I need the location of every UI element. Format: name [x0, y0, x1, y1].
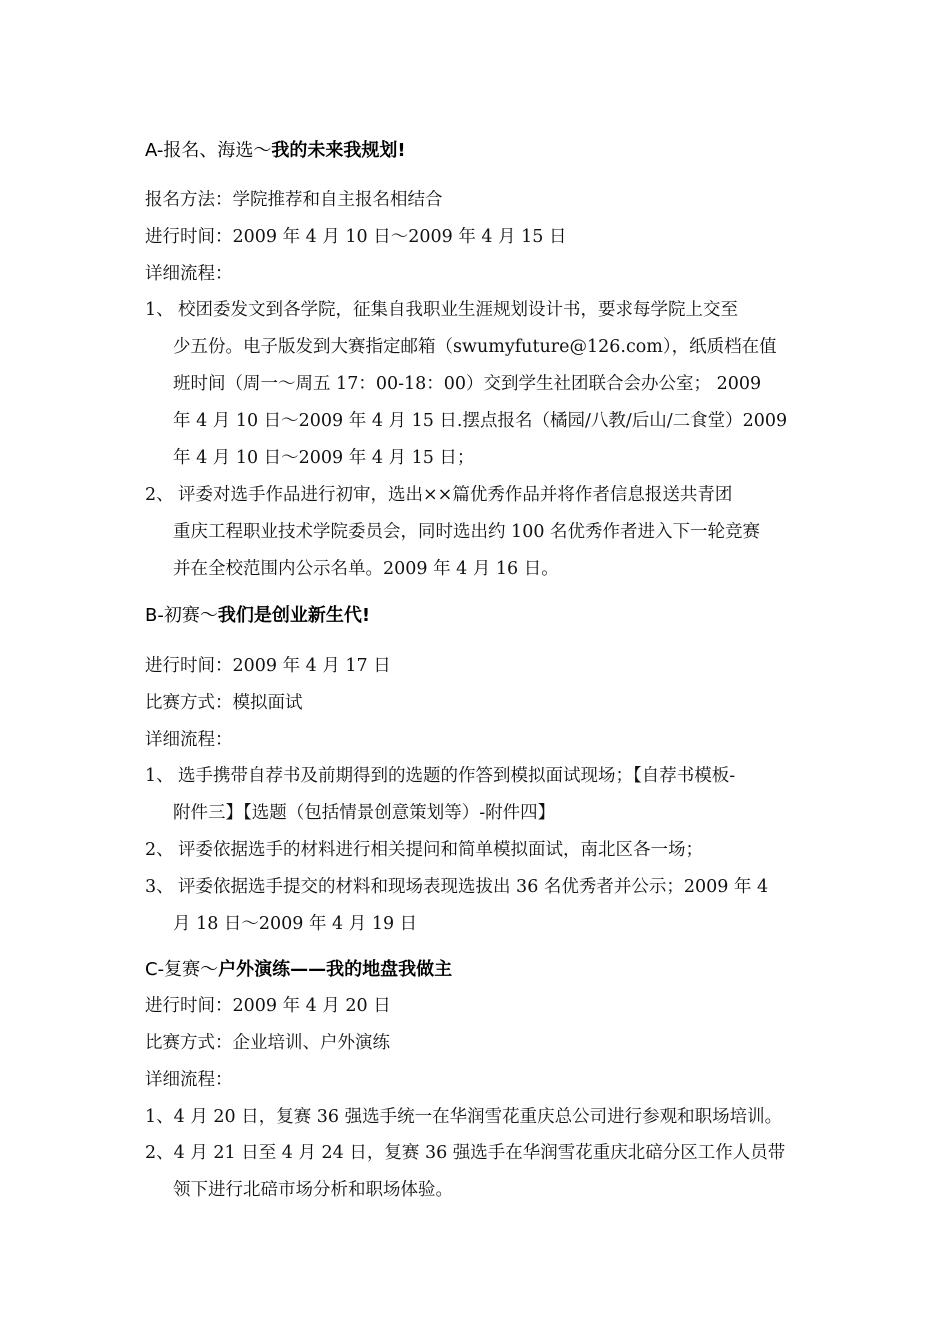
section-c-heading-plain: C-复赛～: [145, 959, 219, 980]
section-b-item2-number: 2、: [145, 840, 174, 860]
section-a-item1-line4: 年 4 月 10 日～2009 年 4 月 15 日.摆点报名（橘园/八教/后山/二食堂）2009: [173, 411, 788, 431]
section-a-time: 进行时间：2009 年 4 月 10 日～2009 年 4 月 15 日: [145, 227, 567, 247]
section-a-item1-line1: 校团委发文到各学院，征集自我职业生涯规划设计书，要求每学院上交至: [178, 300, 738, 320]
section-a-process-label: 详细流程：: [145, 264, 233, 284]
section-a-item1-line5: 年 4 月 10 日～2009 年 4 月 15 日；: [173, 448, 475, 468]
section-a-item1-line3: 班时间（周一～周五 17：00-18：00）交到学生社团联合会办公室； 2009: [173, 374, 762, 394]
section-c-time: 进行时间：2009 年 4 月 20 日: [145, 996, 391, 1016]
section-b-item1-line1: 选手携带自荐书及前期得到的选题的作答到模拟面试现场；【自荐书模板-: [178, 766, 736, 786]
section-b-item1-number: 1、: [145, 766, 174, 786]
section-c-item1: 1、4 月 20 日，复赛 36 强选手统一在华润雪花重庆总公司进行参观和职场培训。: [145, 1107, 783, 1127]
section-c-process-label: 详细流程：: [145, 1070, 233, 1090]
section-a-item2-line3: 并在全校范围内公示名单。2009 年 4 月 16 日。: [173, 559, 559, 579]
section-b-heading: [145, 603, 370, 629]
section-b-format: 比赛方式：模拟面试: [145, 693, 303, 713]
section-a-item2-number: 2、: [145, 485, 174, 505]
section-c-heading-bold: 户外演练——我的地盘我做主: [218, 959, 453, 980]
section-a-item1-line2: 少五份。电子版发到大赛指定邮箱（swumyfuture@126.com），纸质档在值: [173, 337, 777, 357]
section-b-heading-bold: 我们是创业新生代!: [217, 605, 371, 626]
section-b-item2-line1: 评委依据选手的材料进行相关提问和简单模拟面试，南北区各一场；: [178, 840, 703, 860]
section-c-item2-line2: 领下进行北碚市场分析和职场体验。: [173, 1180, 453, 1200]
section-b-item1-line2: 附件三】【选题（包括情景创意策划等）-附件四】: [173, 803, 556, 823]
section-b-item3-line1: 评委依据选手提交的材料和现场表现选拔出 36 名优秀者并公示；2009 年 4: [178, 877, 769, 897]
section-a-item1-number: 1、: [145, 300, 174, 320]
section-a-heading: [145, 138, 406, 164]
section-a-item2-line1: 评委对选手作品进行初审，选出××篇优秀作品并将作者信息报送共青团: [178, 485, 733, 505]
section-b-heading-plain: B-初赛～: [145, 605, 218, 626]
section-b-item3-number: 3、: [145, 877, 174, 897]
section-a-signup-method: 报名方法：学院推荐和自主报名相结合: [145, 190, 443, 210]
section-a-item2-line2: 重庆工程职业技术学院委员会，同时选出约 100 名优秀作者进入下一轮竞赛: [173, 522, 761, 542]
section-a-heading-plain: A-报名、海选～: [145, 140, 272, 161]
section-c-item2-line1: 2、4 月 21 日至 4 月 24 日，复赛 36 强选手在华润雪花重庆北碚分区工作人员带: [145, 1143, 786, 1163]
section-c-heading: [145, 957, 452, 983]
section-a-heading-bold: 我的未来我规划!: [271, 140, 406, 161]
section-b-time: 进行时间：2009 年 4 月 17 日: [145, 656, 391, 676]
section-b-process-label: 详细流程：: [145, 730, 233, 750]
section-c-format: 比赛方式：企业培训、户外演练: [145, 1033, 390, 1053]
section-b-item3-line2: 月 18 日～2009 年 4 月 19 日: [173, 914, 418, 934]
